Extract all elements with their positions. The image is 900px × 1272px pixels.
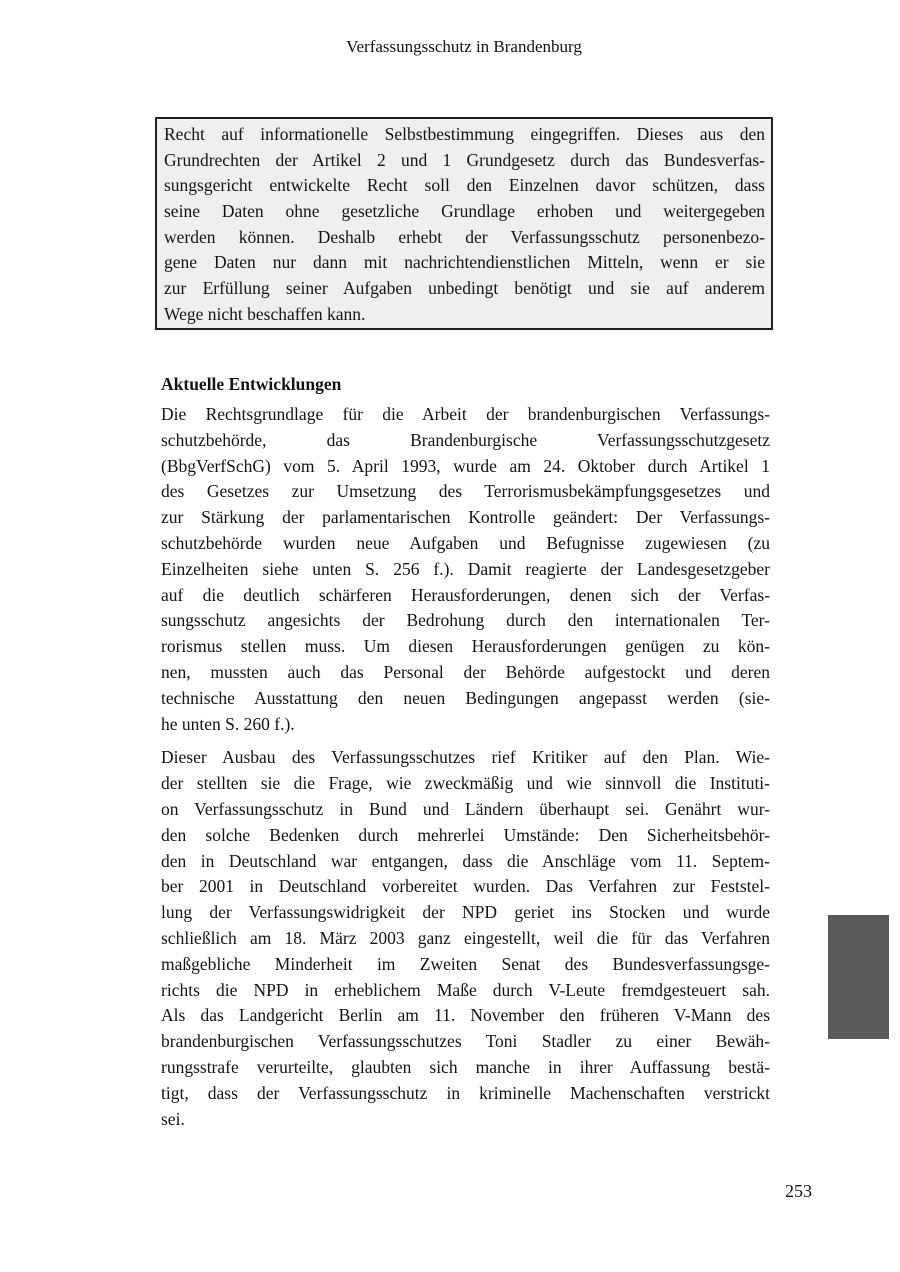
text-line: richts die NPD in erheblichem Maße durch V-Leute fremdgesteuert sah.: [161, 979, 770, 1000]
info-box-line: seine Daten ohne gesetzliche Grundlage erhoben und weitergegeben: [164, 201, 765, 222]
main-content: [161, 372, 770, 1140]
text-line: schließlich am 18. März 2003 ganz eingestellt, weil die für das Verfahren: [161, 927, 770, 948]
text-line: sungsschutz angesichts der Bedrohung durch den internationalen Ter-: [161, 610, 770, 631]
text-line: brandenburgischen Verfassungsschutzes Toni Stadler zu einer Bewäh-: [161, 1031, 770, 1052]
info-box-line: Grundrechten der Artikel 2 und 1 Grundgesetz durch das Bundesverfas-: [164, 149, 765, 170]
text-line: zur Stärkung der parlamentarischen Kontrolle geändert: Der Verfassungs-: [161, 507, 770, 528]
text-line: he unten S. 260 f.).: [161, 713, 295, 734]
running-header: Verfassungsschutz in Brandenburg: [346, 37, 582, 56]
info-box-line: zur Erfüllung seiner Aufgaben unbedingt benötigt und sie auf anderem: [164, 278, 765, 299]
text-line: den solche Bedenken durch mehrerlei Umstände: Den Sicherheitsbehör-: [161, 824, 770, 845]
text-line: (BbgVerfSchG) vom 5. April 1993, wurde am 24. Oktober durch Artikel 1: [161, 455, 770, 476]
info-box-line: werden können. Deshalb erhebt der Verfassungsschutz personenbezo-: [164, 226, 765, 247]
section-title: Aktuelle Entwicklungen: [161, 374, 342, 394]
info-box: [155, 117, 773, 330]
text-line: maßgebliche Minderheit im Zweiten Senat des Bundesverfassungsge-: [161, 953, 770, 974]
text-line: rungsstrafe verurteilte, glaubten sich manche in ihrer Auffassung bestä-: [161, 1056, 770, 1077]
text-line: rorismus stellen muss. Um diesen Herausforderungen genügen zu kön-: [161, 636, 770, 657]
text-line: den in Deutschland war entgangen, dass die Anschläge vom 11. Septem-: [161, 850, 770, 871]
text-line: sei.: [161, 1108, 185, 1129]
text-line: Die Rechtsgrundlage für die Arbeit der brandenburgischen Verfassungs-: [161, 404, 770, 424]
text-line: des Gesetzes zur Umsetzung des Terrorismusbekämpfungsgesetzes und: [161, 481, 770, 502]
text-line: lung der Verfassungswidrigkeit der NPD geriet ins Stocken und wurde: [161, 902, 770, 923]
paragraph-legal-basis: [161, 402, 770, 737]
text-line: schutzbehörde wurden neue Aufgaben und Befugnisse zugewiesen (zu: [161, 532, 770, 553]
text-line: schutzbehörde, das Brandenburgische Verfassungsschutzgesetz: [161, 429, 770, 450]
text-line: on Verfassungsschutz in Bund und Ländern überhaupt sei. Genährt wur-: [161, 798, 770, 819]
text-line: Als das Landgericht Berlin am 11. November den früheren V-Mann des: [161, 1005, 770, 1026]
info-box-line: gene Daten nur dann mit nachrichtendienstlichen Mitteln, wenn er sie: [164, 252, 765, 273]
text-line: technische Ausstattung den neuen Bedingungen angepasst werden (sie-: [161, 687, 770, 708]
text-line: der stellten sie die Frage, wie zweckmäßig und wie sinnvoll die Instituti-: [161, 773, 770, 794]
info-box-line: sungsgericht entwickelte Recht soll den Einzelnen davor schützen, dass: [164, 175, 765, 196]
info-box-line: Recht auf informationelle Selbstbestimmung eingegriffen. Dieses aus den: [164, 124, 765, 144]
page-number: 253: [785, 1181, 812, 1201]
text-line: tigt, dass der Verfassungsschutz in kriminelle Machenschaften verstrickt: [161, 1082, 770, 1103]
text-line: auf die deutlich schärferen Herausforderungen, denen sich der Verfas-: [161, 584, 770, 605]
text-line: Einzelheiten siehe unten S. 256 f.). Damit reagierte der Landesgesetzgeber: [161, 558, 770, 579]
text-line: nen, mussten auch das Personal der Behörde aufgestockt und deren: [161, 661, 770, 682]
info-box-line: Wege nicht beschaffen kann.: [164, 303, 366, 324]
text-line: Dieser Ausbau des Verfassungsschutzes rief Kritiker auf den Plan. Wie-: [161, 747, 770, 768]
paragraph-criticism: [161, 745, 770, 1132]
chapter-thumb-tab: [828, 915, 889, 1039]
text-line: ber 2001 in Deutschland vorbereitet wurden. Das Verfahren zur Feststel-: [161, 876, 770, 897]
